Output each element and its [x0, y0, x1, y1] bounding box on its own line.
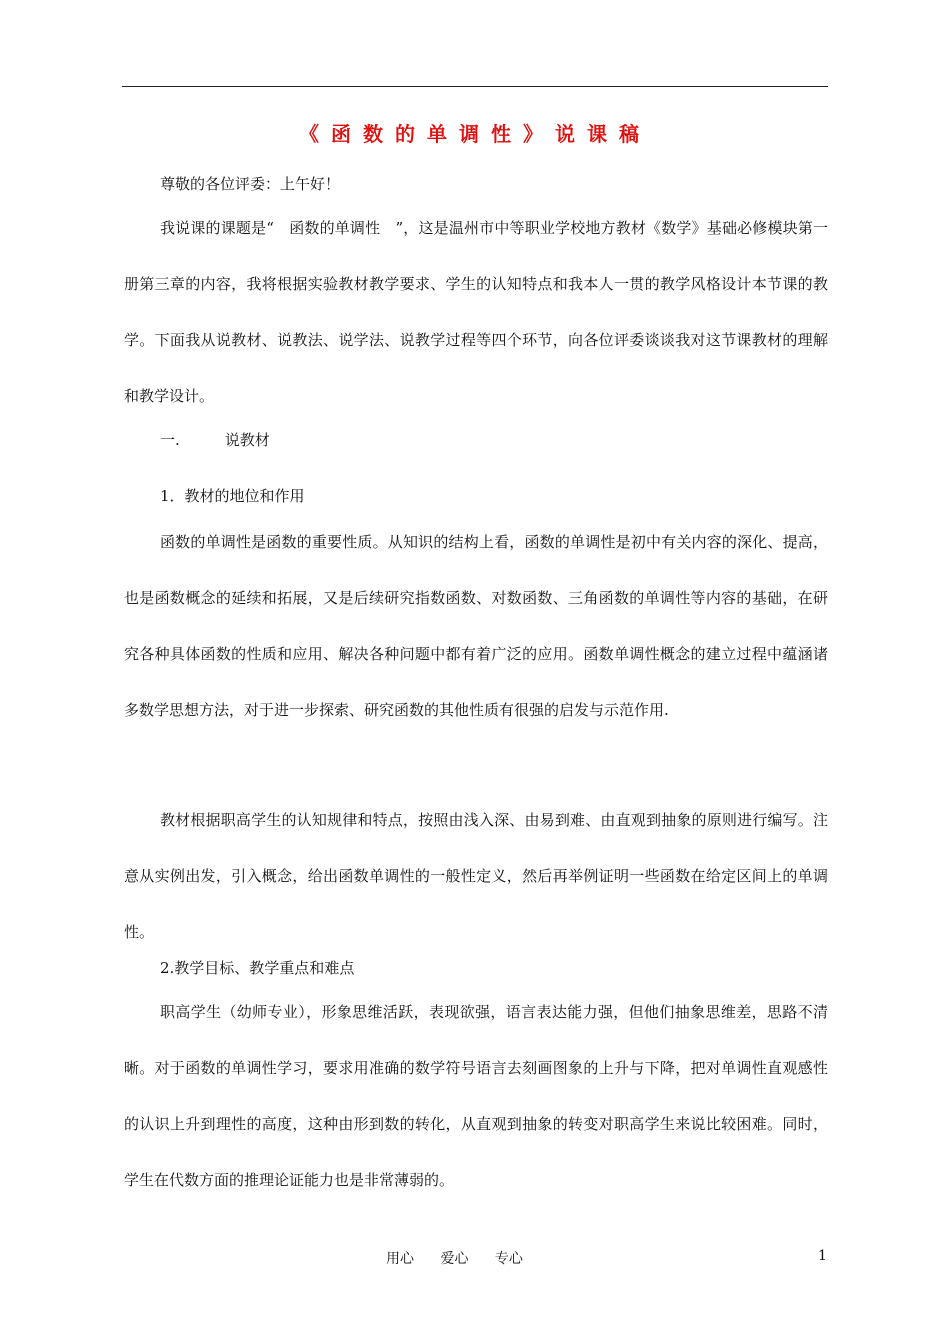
subsection-heading-goals: 2.教学目标、教学重点和难点	[160, 959, 355, 977]
document-title: 《函数的单调性》说课稿	[299, 122, 651, 146]
paragraph-importance: 函数的单调性是函数的重要性质。从知识的结构上看，函数的单调性是初中有关内容的深化、提高，也是函数概念的延续和拓展，又是后续研究指数函数、对数函数、三角函数的单调性等内容的基础，在研究各种具体函数的性质和应用、解决各种问题中都有着广泛的应用。函数单调性概念的建立过程中蕴涵诸多数学思想方法，对于进一步探索、研究函数的其他性质有很强的启发与示范作用.	[124, 533, 828, 719]
footer-motto: 用心 爱心 专心	[386, 1251, 523, 1267]
greeting: 尊敬的各位评委：上午好！	[160, 175, 341, 193]
header-rule	[122, 86, 828, 87]
section-heading-textbook: 一. 说教材	[160, 431, 270, 449]
paragraph-students: 职高学生（幼师专业），形象思维活跃，表现欲强，语言表达能力强，但他们抽象思维差，思路不清晰。对于函数的单调性学习，要求用准确的数学符号语言去刻画图象的上升与下降，把对单调性直观感性的认识上升到理性的高度，这种由形到数的转化，从直观到抽象的转变对职高学生来说比较困难。同时，学生在代数方面的推理论证能力也是非常薄弱的。	[124, 1003, 828, 1189]
page-number: 1	[818, 1248, 827, 1264]
paragraph-compilation: 教材根据职高学生的认知规律和特点，按照由浅入深、由易到难、由直观到抽象的原则进行编写。注意从实例出发，引入概念，给出函数单调性的一般性定义，然后再举例证明一些函数在给定区间上的单调性。	[124, 811, 828, 941]
subsection-heading-role: 1．教材的地位和作用	[160, 487, 305, 505]
intro-paragraph: 我说课的课题是“ 函数的单调性 ”，这是温州市中等职业学校地方教材《数学》基础必修模块第一册第三章的内容，我将根据实验教材教学要求、学生的认知特点和我本人一贯的教学风格设计本节课的教学。下面我从说教材、说教法、说学法、说教学过程等四个环节，向各位评委谈谈我对这节课教材的理解和教学设计。	[124, 219, 828, 405]
